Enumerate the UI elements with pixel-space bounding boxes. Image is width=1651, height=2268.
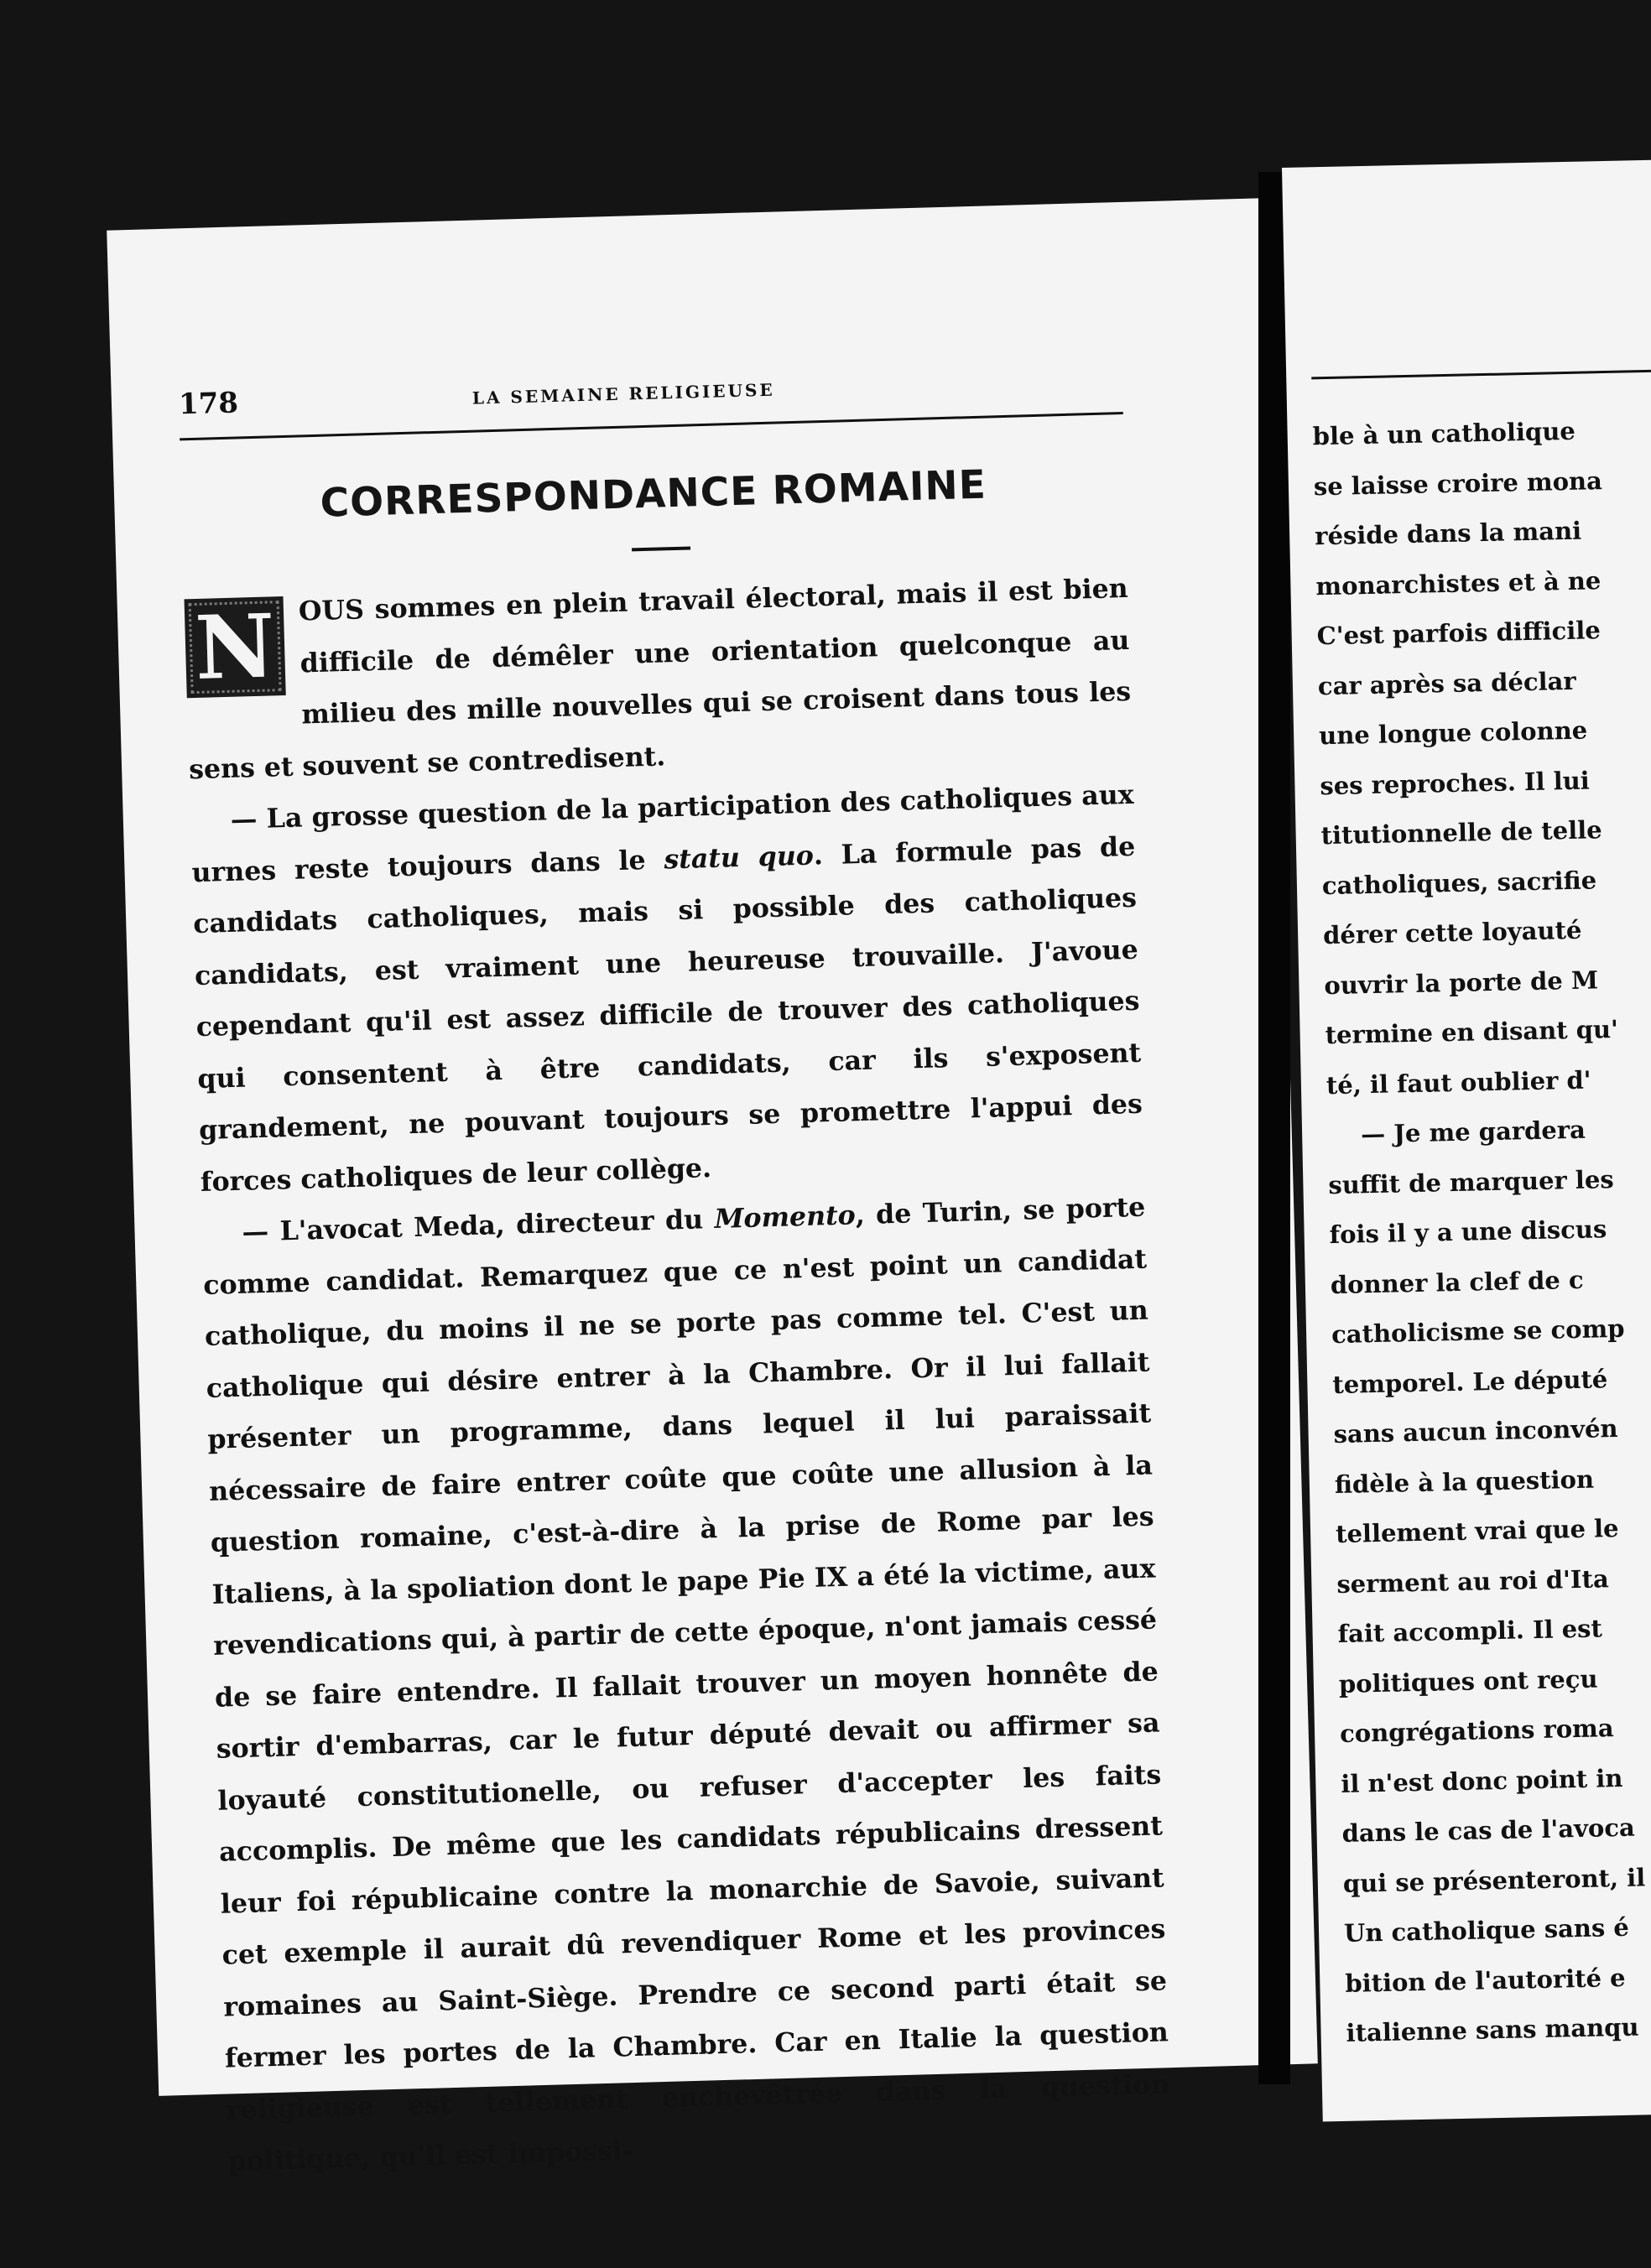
right-line: italienne sans manqu xyxy=(1346,2012,1639,2047)
title-dash xyxy=(632,546,690,551)
left-page xyxy=(107,198,1318,2177)
right-line: il n'est donc point in xyxy=(1341,1763,1623,1798)
right-line: serment au roi d'Ita xyxy=(1336,1563,1610,1599)
paragraph-3 xyxy=(201,1182,1172,2187)
right-page xyxy=(1282,159,1651,2121)
paragraph-2 xyxy=(190,769,1144,1208)
right-line: une longue colonne xyxy=(1318,715,1588,751)
right-line: donner la clef de c xyxy=(1330,1265,1584,1299)
right-line: ses reproches. Il lui xyxy=(1320,765,1591,800)
right-line: politiques ont reçu xyxy=(1338,1664,1598,1698)
right-line: catholiques, sacrifie xyxy=(1321,865,1597,900)
right-line: fait accompli. Il est xyxy=(1337,1614,1603,1648)
right-line: réside dans la mani xyxy=(1314,516,1582,551)
right-line: fois il y a une discus xyxy=(1329,1215,1607,1250)
right-line: se laisse croire mona xyxy=(1313,466,1603,501)
article-title: CORRESPONDANCE ROMAINE xyxy=(319,461,987,527)
right-line: titutionnelle de telle xyxy=(1320,815,1602,850)
right-line: catholicisme se comp xyxy=(1331,1313,1625,1350)
right-line: C'est parfois difficile xyxy=(1316,616,1602,651)
running-head: LA SEMAINE RELIGIEUSE xyxy=(471,379,775,408)
right-line: congrégations roma xyxy=(1339,1714,1614,1748)
right-line: — Je me gardera xyxy=(1360,1115,1586,1149)
right-line: bition de l'autorité e xyxy=(1344,1963,1626,1998)
paragraph-1 xyxy=(184,563,1133,795)
page-number: 178 xyxy=(178,386,239,422)
right-line: termine en disant qu' xyxy=(1325,1014,1619,1050)
paragraph-2-emphasis: statu quo xyxy=(663,839,815,875)
right-line: monarchistes et à ne xyxy=(1315,565,1602,601)
paragraph-2-text-a: — La grosse question de la participation des catholiques aux urnes reste toujours dans le xyxy=(191,778,1134,888)
right-line: fidèle à la question xyxy=(1334,1464,1595,1499)
right-line: car après sa déclar xyxy=(1317,666,1576,700)
right-header-rule xyxy=(1311,367,1651,379)
right-line: tellement vrai que le xyxy=(1335,1513,1619,1549)
paragraph-3-text-b: , de Turin, se porte comme candidat. Remarquez que ce n'est point un candidat catholique, du moins il ne se porte pas comme tel. C'est un catholique qui désire entrer à la Chambre. Or il lui fallait présenter un programme, dans lequel il lui paraissait nécessaire de faire entrer coûte que coûte une allusion à la question romaine, c'est-à-dire à la prise de Rome par les Italiens, à la spoliation dont le pape Pie IX a été la victime, aux revendications qui, à partir de cette époque, n'ont jamais cessé de se faire entendre. Il fallait trouver un moyen honnête de sortir d'embarras, car le futur député devait ou affirmer sa loyauté constitutionelle, ou refuser d'accepter les faits accomplis. De même que les candidats républicains dressent leur foi républicaine contre la monarchie de Savoie, suivant cet exemple il aurait dû revendiquer Rome et les provinces romaines au Saint-Siège. Prendre ce second parti était se fermer les portes de la Chambre. Car en Italie la question religieuse est tellement enchevêtrée dans la question politique, qu'il est impossi- xyxy=(202,1191,1170,2177)
right-page-text xyxy=(1312,403,1651,2058)
paragraph-2-text-b: . La formule pas de candidats catholiques, mais si possible des catholiques candidats, est vraiment une heureuse trouvaille. J'avoue cependant qu'il est assez difficile de trouver des catholiques qui consentent à être candidats, car ils s'exposent grandement, ne pouvant toujours se promettre l'appui des forces catholiques de leur collège. xyxy=(192,830,1143,1198)
right-line: Un catholique sans é xyxy=(1343,1912,1630,1948)
right-line: dérer cette loyauté xyxy=(1322,915,1582,950)
right-line: qui se présenteront, il xyxy=(1342,1862,1646,1898)
paragraph-3-emphasis: Momento xyxy=(714,1199,857,1235)
right-line: ble à un catholique xyxy=(1312,416,1576,451)
right-line: temporel. Le député xyxy=(1332,1364,1608,1399)
right-line: sans aucun inconvén xyxy=(1333,1413,1618,1449)
book-gutter xyxy=(1258,172,1290,2084)
page-header xyxy=(178,362,1122,429)
paragraph-3-text-a: — L'avocat Meda, directeur du xyxy=(242,1203,716,1248)
right-line: té, il faut oublier d' xyxy=(1325,1065,1591,1100)
drop-cap: N xyxy=(185,596,286,698)
right-line: suffit de marquer les xyxy=(1328,1164,1614,1199)
paragraph-1-text: OUS sommes en plein travail électoral, mais il est bien difficile de démêler une orientation quelconque au milieu des mille nouvelles qui se croisent dans tous les sens et souvent se contredisent. xyxy=(188,572,1132,785)
right-line: dans le cas de l'avoca xyxy=(1341,1813,1636,1848)
right-line: ouvrir la porte de M xyxy=(1324,965,1599,1000)
article-body xyxy=(184,563,1172,2187)
